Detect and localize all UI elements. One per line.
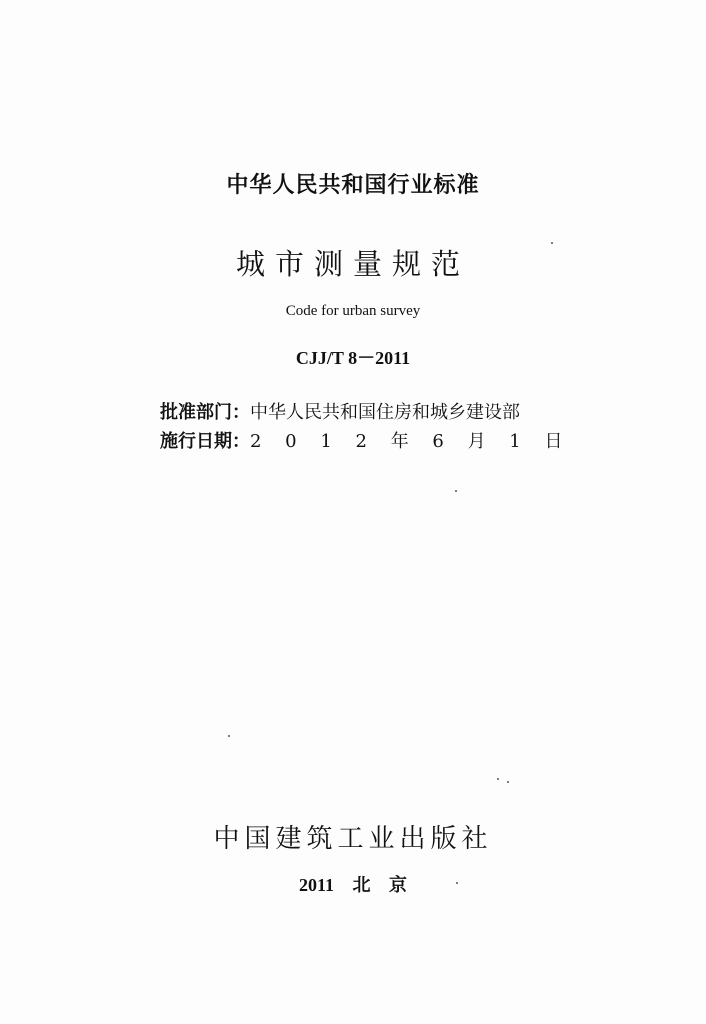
document-title-en: Code for urban survey bbox=[285, 303, 421, 319]
effective-date-label: 施行日期： bbox=[160, 431, 250, 452]
approval-department-row bbox=[160, 398, 520, 424]
scan-speck bbox=[507, 781, 509, 783]
approval-department-value: 中华人民共和国住房和城乡建设部 bbox=[250, 402, 520, 423]
scan-speck bbox=[455, 490, 457, 492]
effective-date-row bbox=[160, 427, 572, 453]
effective-date-value: 2 0 1 2 年 6 月 1 日 bbox=[250, 431, 572, 452]
publication-year-place: 2011 北 京 bbox=[298, 875, 407, 895]
standard-code: CJJ/T 8－2011 bbox=[295, 348, 411, 368]
scan-speck bbox=[497, 778, 499, 780]
publisher-name: 中国建筑工业出版社 bbox=[213, 824, 493, 854]
document-title-cn: 城市测量规范 bbox=[235, 247, 470, 281]
industry-standard-heading: 中华人民共和国行业标准 bbox=[226, 173, 480, 198]
scan-speck bbox=[228, 735, 230, 737]
approval-department-label: 批准部门： bbox=[160, 402, 250, 423]
